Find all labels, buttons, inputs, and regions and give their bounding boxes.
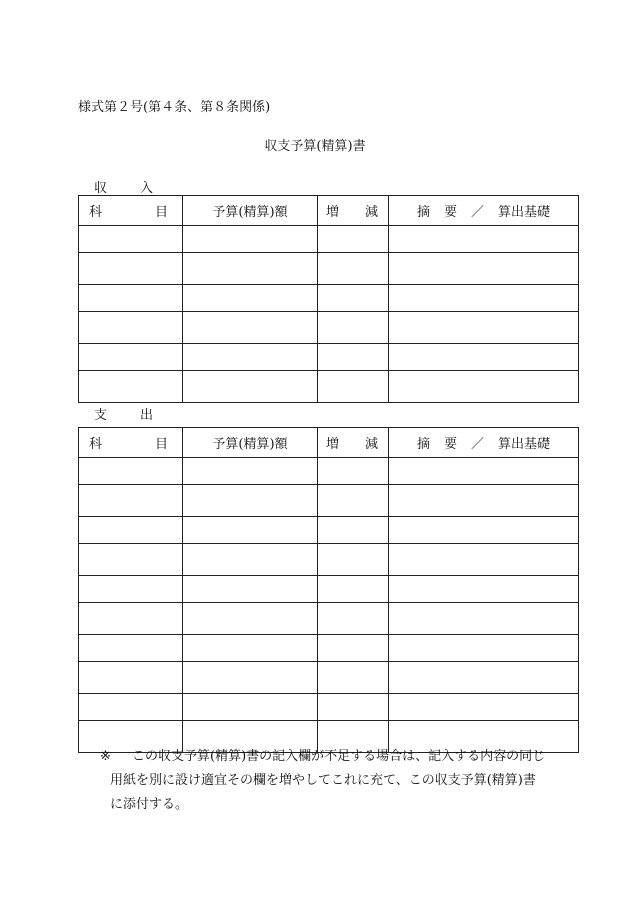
table-cell[interactable] xyxy=(318,226,389,253)
expense-body xyxy=(79,458,579,753)
table-cell[interactable] xyxy=(318,253,389,285)
table-cell[interactable] xyxy=(318,544,389,576)
table-cell[interactable] xyxy=(389,371,579,403)
table-cell[interactable] xyxy=(183,253,318,285)
table-cell[interactable] xyxy=(183,576,318,603)
table-cell[interactable] xyxy=(79,635,183,662)
table-cell[interactable] xyxy=(318,517,389,544)
table-cell[interactable] xyxy=(389,517,579,544)
table-cell[interactable] xyxy=(389,285,579,312)
table-row xyxy=(79,253,579,285)
footnote-line-3: に添付する。 xyxy=(110,797,189,812)
table-cell[interactable] xyxy=(183,458,318,485)
table-cell[interactable] xyxy=(389,253,579,285)
header-amount: 予算(精算)額 xyxy=(183,428,318,458)
table-row xyxy=(79,603,579,635)
table-cell[interactable] xyxy=(318,635,389,662)
table-cell[interactable] xyxy=(183,371,318,403)
header-change: 増 減 xyxy=(318,196,389,226)
table-cell[interactable] xyxy=(183,544,318,576)
table-cell[interactable] xyxy=(79,662,183,694)
table-cell[interactable] xyxy=(79,344,183,371)
table-cell[interactable] xyxy=(183,285,318,312)
table-cell[interactable] xyxy=(389,635,579,662)
header-summary-basis: 摘 要 ／ 算出基礎 xyxy=(389,428,579,458)
table-cell[interactable] xyxy=(318,344,389,371)
footnote-line-2: 用紙を別に設け適宜その欄を増やしてこれに充て、この収支予算(精算)書 xyxy=(110,773,536,788)
table-cell[interactable] xyxy=(183,662,318,694)
footnote-mark: ※ xyxy=(100,749,111,764)
table-cell[interactable] xyxy=(183,226,318,253)
table-cell[interactable] xyxy=(183,603,318,635)
table-row xyxy=(79,371,579,403)
table-cell[interactable] xyxy=(79,603,183,635)
table-cell[interactable] xyxy=(318,603,389,635)
table-cell[interactable] xyxy=(389,312,579,344)
table-cell[interactable] xyxy=(79,312,183,344)
table-cell[interactable] xyxy=(79,458,183,485)
expense-section-label: 支 出 xyxy=(94,408,164,423)
table-cell[interactable] xyxy=(318,662,389,694)
table-row xyxy=(79,576,579,603)
table-cell[interactable] xyxy=(318,371,389,403)
income-table xyxy=(78,195,579,403)
table-cell[interactable] xyxy=(79,485,183,517)
table-cell[interactable] xyxy=(318,576,389,603)
table-cell[interactable] xyxy=(318,485,389,517)
table-cell[interactable] xyxy=(79,694,183,721)
table-row xyxy=(79,544,579,576)
table-cell[interactable] xyxy=(79,253,183,285)
footnote-line-1: この収支予算(精算)書の記入欄が不足する場合は、記入する内容の同じ xyxy=(132,749,546,764)
header-amount: 予算(精算)額 xyxy=(183,196,318,226)
expense-table xyxy=(78,427,579,753)
table-cell[interactable] xyxy=(389,694,579,721)
page-title: 収支予算(精算)書 xyxy=(264,139,366,154)
header-change: 増 減 xyxy=(318,428,389,458)
expense-header-row xyxy=(79,428,579,458)
table-cell[interactable] xyxy=(79,226,183,253)
table-row xyxy=(79,694,579,721)
form-number: 様式第２号(第４条、第８条関係) xyxy=(78,100,271,115)
table-cell[interactable] xyxy=(389,576,579,603)
table-cell[interactable] xyxy=(183,635,318,662)
income-header-row xyxy=(79,196,579,226)
table-cell[interactable] xyxy=(389,544,579,576)
table-cell[interactable] xyxy=(183,344,318,371)
table-row xyxy=(79,226,579,253)
table-cell[interactable] xyxy=(389,662,579,694)
income-section-label: 収 入 xyxy=(94,181,164,196)
income-body xyxy=(79,226,579,403)
table-cell[interactable] xyxy=(79,544,183,576)
table-row xyxy=(79,517,579,544)
table-cell[interactable] xyxy=(183,694,318,721)
table-cell[interactable] xyxy=(183,517,318,544)
table-cell[interactable] xyxy=(389,458,579,485)
table-cell[interactable] xyxy=(389,226,579,253)
table-row xyxy=(79,285,579,312)
header-item: 科 目 xyxy=(79,428,183,458)
table-cell[interactable] xyxy=(389,485,579,517)
table-row xyxy=(79,635,579,662)
header-item: 科 目 xyxy=(79,196,183,226)
table-row xyxy=(79,662,579,694)
table-cell[interactable] xyxy=(183,312,318,344)
table-row xyxy=(79,312,579,344)
table-cell[interactable] xyxy=(183,485,318,517)
table-cell[interactable] xyxy=(318,312,389,344)
table-cell[interactable] xyxy=(318,694,389,721)
table-row xyxy=(79,344,579,371)
table-row xyxy=(79,485,579,517)
table-row xyxy=(79,458,579,485)
table-cell[interactable] xyxy=(318,285,389,312)
table-cell[interactable] xyxy=(389,344,579,371)
table-cell[interactable] xyxy=(318,458,389,485)
table-cell[interactable] xyxy=(79,517,183,544)
header-summary-basis: 摘 要 ／ 算出基礎 xyxy=(389,196,579,226)
table-cell[interactable] xyxy=(79,576,183,603)
table-cell[interactable] xyxy=(79,285,183,312)
table-cell[interactable] xyxy=(79,371,183,403)
table-cell[interactable] xyxy=(389,603,579,635)
